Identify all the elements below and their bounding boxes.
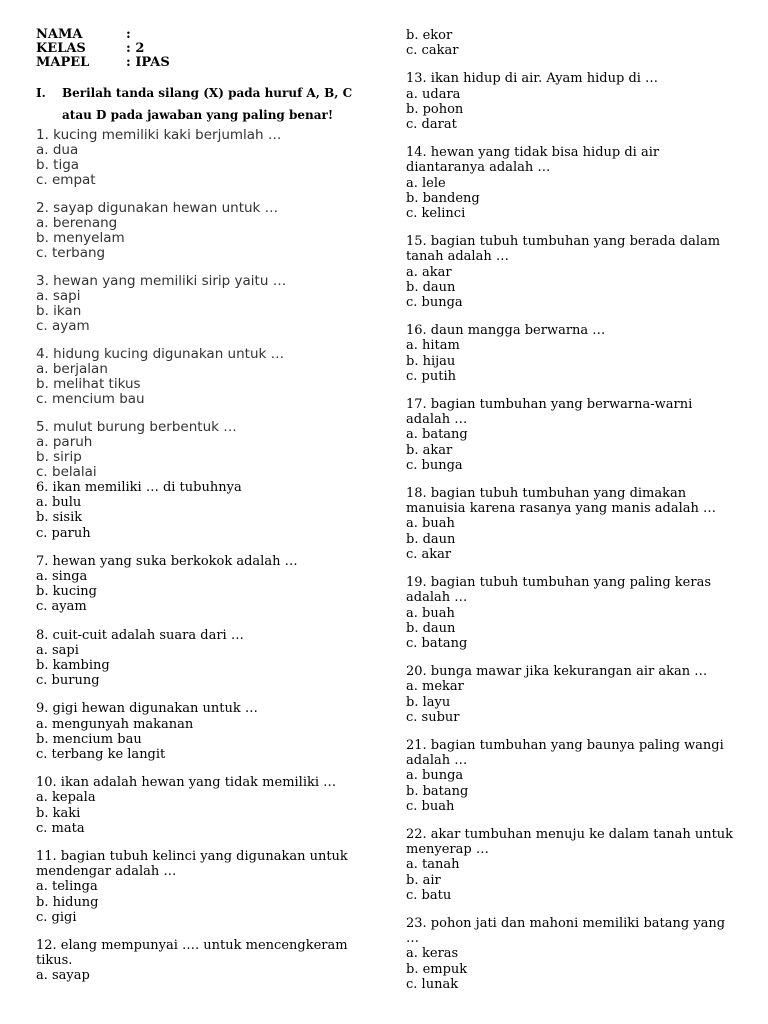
answer-option: b. daun xyxy=(406,279,456,295)
question-item xyxy=(406,486,746,562)
answer-option: a. kepala xyxy=(36,790,96,806)
header-value: : IPAS xyxy=(126,55,170,70)
right-column xyxy=(406,28,746,992)
question-text: 12. elang mempunyai …. untuk mencengkeram xyxy=(36,938,348,954)
question-text: adalah … xyxy=(406,753,468,769)
question-text: manuisia karena rasanya yang manis adalah … xyxy=(406,501,717,517)
question-text: 1. kucing memiliki kaki berjumlah … xyxy=(36,127,282,143)
question-text: 16. daun mangga berwarna … xyxy=(406,323,606,339)
answer-option: b. menyelam xyxy=(36,230,125,246)
answer-option: c. mata xyxy=(36,820,85,836)
question-item xyxy=(36,274,366,334)
answer-option: b. kaki xyxy=(36,805,81,821)
question-text: adalah … xyxy=(406,412,468,428)
answer-option: a. batang xyxy=(406,427,468,443)
answer-option: a. buah xyxy=(406,605,455,621)
right-question-list xyxy=(406,28,746,992)
instruction-line: Berilah tanda silang (X) pada huruf A, B, C xyxy=(62,86,353,100)
answer-option: c. mencium bau xyxy=(36,391,145,407)
answer-option: a. buah xyxy=(406,516,455,532)
answer-option: b. sirip xyxy=(36,449,82,465)
answer-option: a. bulu xyxy=(36,495,82,511)
header-value: : xyxy=(126,27,131,42)
instruction-number: I. xyxy=(36,86,46,100)
answer-option: c. empat xyxy=(36,172,96,188)
question-text: 18. bagian tubuh tumbuhan yang dimakan xyxy=(406,486,687,502)
question-item xyxy=(406,575,746,651)
answer-option: a. hitam xyxy=(406,338,460,354)
answer-option: b. ekor xyxy=(406,28,453,43)
question-item xyxy=(406,664,746,725)
answer-option: a. keras xyxy=(406,946,459,962)
question-item xyxy=(36,628,366,689)
question-item xyxy=(406,397,746,473)
answer-option: a. berenang xyxy=(36,215,118,231)
answer-option: c. ayam xyxy=(36,318,90,334)
question-item xyxy=(406,916,746,992)
header-row xyxy=(36,28,366,42)
instruction xyxy=(36,86,366,126)
answer-option: b. bandeng xyxy=(406,190,480,206)
header-value: : 2 xyxy=(126,41,145,56)
answer-option: c. burung xyxy=(36,673,100,689)
answer-option: c. batu xyxy=(406,887,452,903)
answer-option: c. bunga xyxy=(406,457,463,473)
question-text: 9. gigi hewan digunakan untuk … xyxy=(36,701,258,717)
answer-option: b. akar xyxy=(406,442,453,458)
answer-option: a. berjalan xyxy=(36,361,108,377)
header-row xyxy=(36,42,366,56)
answer-option: b. tiga xyxy=(36,157,80,173)
question-item xyxy=(406,28,746,58)
question-item xyxy=(36,775,366,836)
question-item xyxy=(36,201,366,261)
question-item xyxy=(406,71,746,132)
question-text: 4. hidung kucing digunakan untuk … xyxy=(36,346,285,362)
question-item xyxy=(406,738,746,814)
answer-option: a. sapi xyxy=(36,288,81,304)
question-text: 3. hewan yang memiliki sirip yaitu … xyxy=(36,273,287,289)
answer-option: b. pohon xyxy=(406,101,464,117)
question-item xyxy=(36,420,366,480)
question-text: adalah … xyxy=(406,590,468,606)
header-label: MAPEL xyxy=(36,55,90,70)
answer-option: b. hijau xyxy=(406,353,456,369)
question-text: 15. bagian tubuh tumbuhan yang berada dalam xyxy=(406,234,721,250)
header-label: NAMA xyxy=(36,27,83,42)
question-text: 8. cuit-cuit adalah suara dari … xyxy=(36,627,244,643)
answer-option: b. hidung xyxy=(36,894,99,910)
question-item xyxy=(406,145,746,221)
question-text: 21. bagian tumbuhan yang baunya paling wangi xyxy=(406,737,724,753)
question-text: 10. ikan adalah hewan yang tidak memiliki … xyxy=(36,775,337,791)
question-item xyxy=(406,827,746,903)
answer-option: c. terbang xyxy=(36,245,106,261)
answer-option: a. singa xyxy=(36,569,88,585)
answer-option: b. melihat tikus xyxy=(36,376,141,392)
answer-option: a. mekar xyxy=(406,679,464,695)
answer-option: c. belalai xyxy=(36,464,97,480)
answer-option: a. mengunyah makanan xyxy=(36,716,194,732)
answer-option: c. kelinci xyxy=(406,206,466,222)
answer-option: a. akar xyxy=(406,264,452,280)
question-item xyxy=(36,480,366,541)
answer-option: c. cakar xyxy=(406,43,459,59)
question-text: tikus. xyxy=(36,953,73,969)
question-text: 13. ikan hidup di air. Ayam hidup di … xyxy=(406,71,659,87)
question-text: 2. sayap digunakan hewan untuk … xyxy=(36,200,279,216)
answer-option: a. lele xyxy=(406,175,446,191)
answer-option: a. sayap xyxy=(36,968,90,984)
question-item xyxy=(36,938,366,984)
answer-option: b. layu xyxy=(406,694,451,710)
answer-option: b. mencium bau xyxy=(36,731,142,747)
question-text: tanah adalah … xyxy=(406,249,509,265)
answer-option: b. ikan xyxy=(36,303,82,319)
answer-option: c. subur xyxy=(406,709,460,725)
question-text: menyerap … xyxy=(406,842,489,858)
instruction-line: atau D pada jawaban yang paling benar! xyxy=(62,108,334,122)
left-column xyxy=(36,28,366,984)
answer-option: a. udara xyxy=(406,86,461,102)
question-text: 11. bagian tubuh kelinci yang digunakan untuk xyxy=(36,849,348,865)
question-text: 17. bagian tumbuhan yang berwarna-warni xyxy=(406,397,693,413)
answer-option: c. paruh xyxy=(36,525,91,541)
answer-option: b. kucing xyxy=(36,584,97,600)
answer-option: b. empuk xyxy=(406,961,468,977)
answer-option: c. buah xyxy=(406,798,455,814)
question-text: diantaranya adalah … xyxy=(406,160,551,176)
question-text: 5. mulut burung berbentuk … xyxy=(36,419,237,435)
answer-option: a. tanah xyxy=(406,857,460,873)
question-text: 23. pohon jati dan mahoni memiliki batang yang xyxy=(406,915,726,931)
left-question-list xyxy=(36,128,366,984)
answer-option: c. putih xyxy=(406,368,456,384)
question-item xyxy=(406,234,746,310)
answer-option: b. daun xyxy=(406,620,456,636)
answer-option: a. telinga xyxy=(36,879,98,895)
answer-option: c. lunak xyxy=(406,976,459,992)
answer-option: c. bunga xyxy=(406,295,463,311)
student-header xyxy=(36,28,366,70)
answer-option: a. sapi xyxy=(36,642,79,658)
header-row xyxy=(36,56,366,70)
question-item xyxy=(36,701,366,762)
answer-option: a. bunga xyxy=(406,768,464,784)
question-text: 19. bagian tubuh tumbuhan yang paling keras xyxy=(406,575,711,591)
question-text: 6. ikan memiliki … di tubuhnya xyxy=(36,480,242,495)
answer-option: b. sisik xyxy=(36,510,83,526)
header-label: KELAS xyxy=(36,41,86,56)
question-item xyxy=(36,554,366,615)
answer-option: c. gigi xyxy=(36,909,77,925)
answer-option: b. air xyxy=(406,872,441,888)
question-item xyxy=(36,347,366,407)
answer-option: b. batang xyxy=(406,783,469,799)
question-text: 7. hewan yang suka berkokok adalah … xyxy=(36,553,298,569)
question-text: 14. hewan yang tidak bisa hidup di air xyxy=(406,145,660,161)
question-text: … xyxy=(406,931,419,947)
question-item xyxy=(406,323,746,384)
answer-option: a. paruh xyxy=(36,434,93,450)
question-text: 22. akar tumbuhan menuju ke dalam tanah untuk xyxy=(406,826,734,842)
question-item xyxy=(36,128,366,188)
question-text: mendengar adalah … xyxy=(36,864,177,880)
answer-option: b. kambing xyxy=(36,658,110,674)
answer-option: a. dua xyxy=(36,142,79,158)
answer-option: c. terbang ke langit xyxy=(36,747,166,763)
answer-option: c. ayam xyxy=(36,599,87,615)
answer-option: c. akar xyxy=(406,546,452,562)
answer-option: c. darat xyxy=(406,117,457,133)
answer-option: b. daun xyxy=(406,531,456,547)
question-item xyxy=(36,849,366,925)
answer-option: c. batang xyxy=(406,635,468,651)
question-text: 20. bunga mawar jika kekurangan air akan … xyxy=(406,664,708,680)
